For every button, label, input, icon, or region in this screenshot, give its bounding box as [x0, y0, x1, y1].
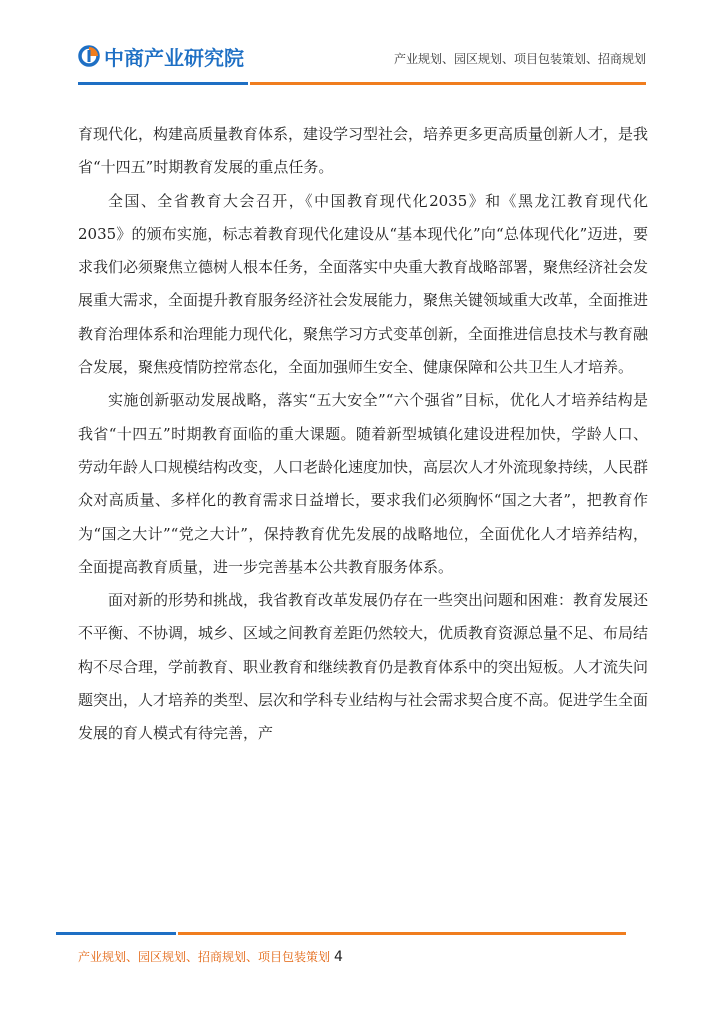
header-divider-blue: [78, 82, 248, 85]
paragraph: 面对新的形势和挑战，我省教育改革发展仍存在一些突出问题和困难：教育发展还不平衡、不协调，城乡、区域之间教育差距仍然较大，优质教育资源总量不足、布局结构不尽合理，学前教育、职业教育和继续教育仍是教育体系中的突出短板。人才流失问题突出，人才培养的类型、层次和学科专业结构与社会需求契合度不高。促进学生全面发展的育人模式有待完善，产: [78, 591, 649, 743]
paragraph: 全国、全省教育大会召开，《中国教育现代化2035》和《黑龙江教育现代化2035》的颁布实施，标志着教育现代化建设从“基本现代化”向“总体现代化”迈进，要求我们必须聚焦立德树人根本任务，全面落实中央重大教育战略部署，聚焦经济社会发展重大需求，全面提升教育服务经济社会发展能力，聚焦关键领域重大改革，全面推进教育治理体系和治理能力现代化，聚焦学习方式变革创新，全面推进信息技术与教育融合发展，聚焦疫情防控常态化，全面加强师生安全、健康保障和公共卫生人才培养。: [78, 191, 649, 377]
page-header: [0, 0, 724, 90]
body-text: [78, 118, 648, 751]
header-tagline: 产业规划、园区规划、项目包装策划、招商规划: [393, 52, 646, 66]
logo-text: 中商产业研究院: [104, 45, 244, 70]
page-footer: [78, 948, 343, 965]
header-divider-orange: [250, 82, 646, 85]
paragraph: 实施创新驱动发展战略，落实“五大安全”“六个强省”目标，优化人才培养结构是我省“十四五”时期教育面临的重大课题。随着新型城镇化建设进程加快，学龄人口、劳动年龄人口规模结构改变，人口老龄化速度加快，高层次人才外流现象持续，人民群众对高质量、多样化的教育需求日益增长，要求我们必须胸怀“国之大者”，把教育作为“国之大计”“党之大计”，保持教育优先发展的战略地位，全面优化人才培养结构，全面提高教育质量，进一步完善基本公共教育服务体系。: [78, 391, 649, 576]
paragraph: 育现代化，构建高质量教育体系，建设学习型社会，培养更多更高质量创新人才，是我省“十四五”时期教育发展的重点任务。: [78, 125, 649, 177]
footer-divider-blue: [56, 932, 176, 935]
page-number: 4: [334, 949, 343, 965]
footer-text: 产业规划、园区规划、招商规划、项目包装策划: [78, 950, 331, 964]
logo: [78, 42, 244, 70]
footer-divider-orange: [178, 932, 626, 935]
logo-mark-icon: [78, 45, 100, 67]
